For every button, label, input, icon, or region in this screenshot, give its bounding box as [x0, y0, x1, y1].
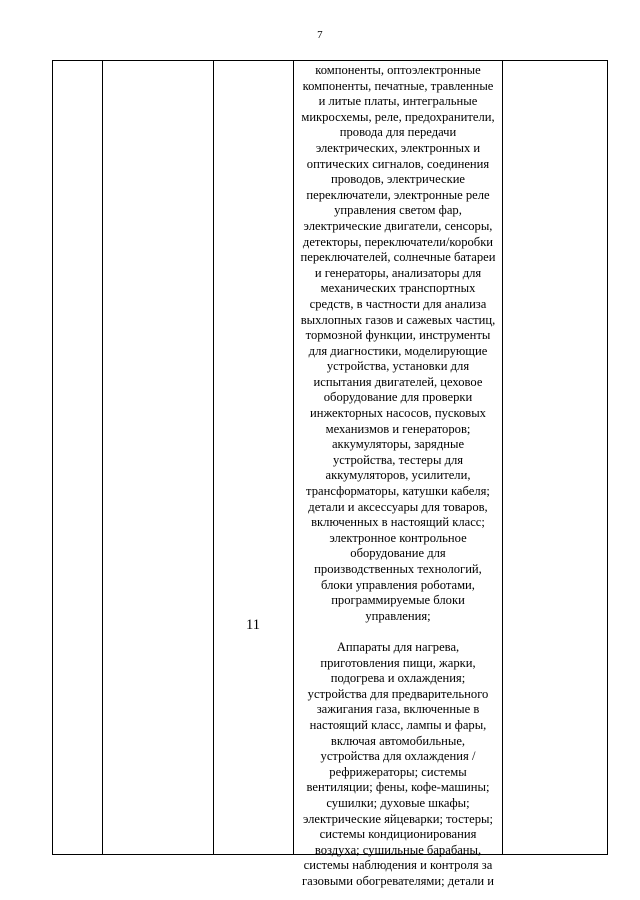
- description-line: средств, в частности для анализа: [309, 296, 487, 311]
- column-divider: [213, 61, 214, 854]
- description-line: управления;: [365, 608, 431, 623]
- description-line: и генераторы, анализаторы для: [314, 265, 482, 280]
- description-line: производственных технологий,: [314, 562, 482, 576]
- description-line: вентиляции; фены, кофе-машины;: [306, 780, 490, 795]
- description-line: тормозной функции, инструменты: [305, 328, 491, 343]
- description-line: испытания двигателей, цеховое: [313, 374, 483, 389]
- description-line: приготовления пищи, жарки,: [320, 655, 476, 670]
- description-line: компоненты, печатные, травленные: [302, 78, 494, 93]
- description-line: зажигания газа, включенные в: [316, 702, 480, 717]
- description-line: электронное контрольное: [329, 530, 467, 545]
- description-line: для диагностики, моделирующие: [308, 343, 488, 358]
- description-line: провода для передачи: [339, 125, 457, 140]
- column-divider: [102, 61, 103, 854]
- description-line: переключателей, солнечные батареи: [300, 250, 496, 265]
- description-line: механических транспортных: [320, 281, 476, 296]
- page-number: 7: [317, 29, 323, 41]
- description-line: сушилки; духовые шкафы;: [326, 795, 470, 810]
- description-cell: [294, 63, 502, 889]
- description-line: рефрижераторы; системы: [329, 764, 467, 779]
- description-line: воздуха; сушильные барабаны,: [314, 842, 482, 857]
- description-line: оборудование для проверки: [323, 390, 473, 405]
- description-line: проводов, электрические: [330, 172, 466, 187]
- class-number-cell: 11: [246, 617, 260, 633]
- description-line: оптических сигналов, соединения: [306, 156, 490, 171]
- description-line: управления светом фар,: [334, 203, 462, 218]
- description-line: настоящий класс, лампы и фары,: [309, 717, 487, 732]
- description-line: аккумуляторы, зарядные: [331, 437, 465, 452]
- description-line: включая автомобильные,: [330, 733, 466, 748]
- description-line: системы наблюдения и контроля за: [303, 858, 493, 873]
- description-line: и литые платы, интегральные: [318, 94, 478, 109]
- description-line: микросхемы, реле, предохранители,: [301, 109, 495, 124]
- description-line: детали и аксессуары для товаров,: [308, 499, 488, 514]
- description-line: устройства для предварительного: [307, 686, 489, 701]
- description-line: трансформаторы, катушки кабеля;: [306, 484, 490, 499]
- description-continued: [294, 63, 502, 624]
- description-line: электрические двигатели, сенсоры,: [303, 218, 493, 233]
- description-line: подогрева и охлаждения;: [330, 671, 466, 686]
- description-line: выхлопных газов и сажевых частиц,: [300, 312, 496, 327]
- description-line: программируемые блоки: [331, 593, 465, 608]
- description-line: Аппараты для нагрева,: [336, 639, 460, 654]
- description-line: механизмов и генераторов;: [325, 421, 471, 436]
- description-class-11: [294, 640, 502, 890]
- description-line: компоненты, оптоэлектронные: [315, 63, 481, 77]
- description-line: инжекторных насосов, пусковых: [310, 406, 486, 421]
- column-divider: [502, 61, 503, 854]
- description-line: электрических, электронных и: [315, 140, 481, 155]
- description-line: устройства для охлаждения /: [320, 749, 476, 764]
- description-line: блоки управления роботами,: [321, 577, 475, 592]
- paragraph-gap: [294, 624, 502, 640]
- description-line: включенных в настоящий класс;: [311, 515, 485, 530]
- goods-services-table: [52, 60, 608, 888]
- description-line: аккумуляторов, усилители,: [325, 468, 471, 483]
- description-line: системы кондиционирования: [319, 827, 477, 842]
- description-line: устройства, тестеры для: [332, 452, 464, 467]
- description-line: газовыми обогревателями; детали и: [301, 873, 495, 888]
- description-line: устройства, установки для: [326, 359, 470, 374]
- description-line: переключатели, электронные реле: [306, 187, 490, 202]
- description-line: детекторы, переключатели/коробки: [302, 234, 494, 249]
- description-line: электрические яйцеварки; тостеры;: [302, 811, 494, 826]
- description-line: оборудование для: [350, 546, 446, 561]
